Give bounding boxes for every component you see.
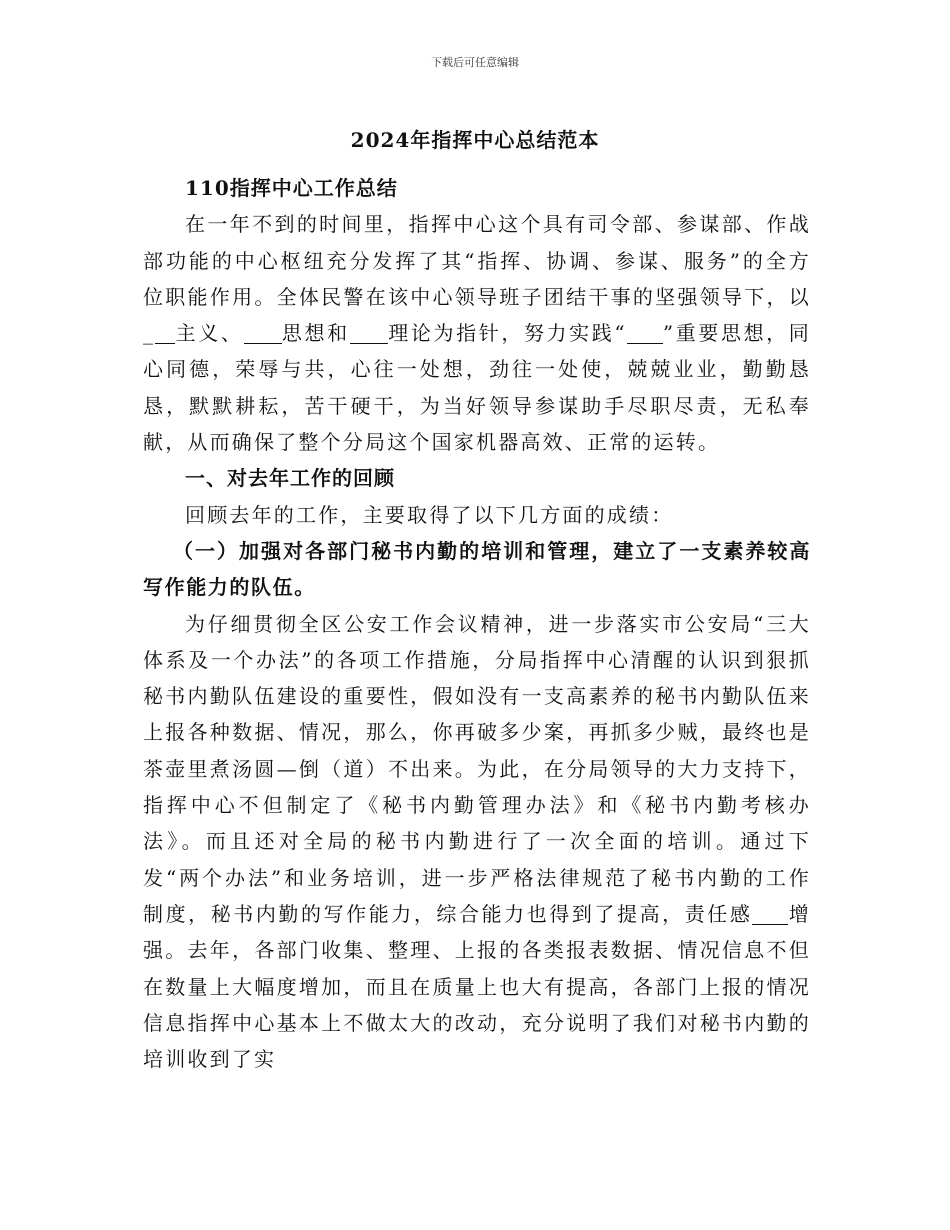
intro-text-1: 在一年不到的时间里，指挥中心这个具有司令部、参谋部、作战部功能的中心枢纽充分发挥了其“指挥、协调、参谋、服务”的全方位职能作用。全体民警在该中心领导班子团结干事的坚强领导下，以_	[143, 212, 811, 346]
document-body	[143, 170, 811, 1077]
body-text-2: 增强。去年，各部门收集、整理、上报的各类报表数据、情况信息不但在数量上大幅度增加，而且在质量上也大有提高，各部门上报的情况信息指挥中心基本上不做太大的改动，充分说明了我们对秘书内勤的培训收到了实	[143, 901, 811, 1072]
blank-line	[244, 325, 282, 344]
subsection-heading: （一）加强对各部门秘书内勤的培训和管理，建立了一支素养较高写作能力的队伍。	[143, 538, 811, 600]
intro-text-4: 理论为指针，努力实践“	[387, 321, 627, 346]
body-paragraph	[143, 606, 811, 1078]
intro-text-2: 主义、	[175, 321, 244, 346]
intro-text-3: 思想和	[281, 321, 350, 346]
blank-line	[627, 325, 663, 344]
intro-paragraph	[143, 206, 811, 460]
blank-line	[350, 325, 388, 344]
intro-text-5: ”重要思想，同心同德，荣辱与共，心往一处想，劲往一处使，兢兢业业，勤勤恳恳，默默耕耘，苦干硬干，为当好领导参谋助手尽职尽责，无私奉献，从而确保了整个分局这个国家机器高效、正常的运转。	[143, 321, 812, 455]
document-title: 2024年指挥中心总结范本	[350, 128, 600, 152]
header-note: 下载后可任意编辑	[431, 56, 519, 69]
review-intro: 回顾去年的工作，主要取得了以下几方面的成绩：	[185, 502, 674, 527]
heading-review: 一、对去年工作的回顾	[185, 466, 395, 491]
section-title: 110指挥中心工作总结	[185, 176, 398, 200]
blank-line	[752, 906, 788, 925]
body-text-1: 为仔细贯彻全区公安工作会议精神，进一步落实市公安局“三大体系及一个办法”的各项工作措施，分局指挥中心清醒的认识到狠抓秘书内勤队伍建设的重要性，假如没有一支高素养的秘书内勤队伍来上报各种数据、情况，那么，你再破多少案，再抓多少贼，最终也是茶壶里煮汤圆—倒（道）不出来。为此，在分局领导的大力支持下，指挥中心不但制定了《秘书内勤管理办法》和《秘书内勤考核办法》。而且还对全局的秘书内勤进行了一次全面的培训。通过下发“两个办法”和业务培训，进一步严格法律规范了秘书内勤的工作制度，秘书内勤的写作能力，综合能力也得到了提高，责任感	[143, 611, 811, 926]
blank-line	[155, 325, 175, 344]
